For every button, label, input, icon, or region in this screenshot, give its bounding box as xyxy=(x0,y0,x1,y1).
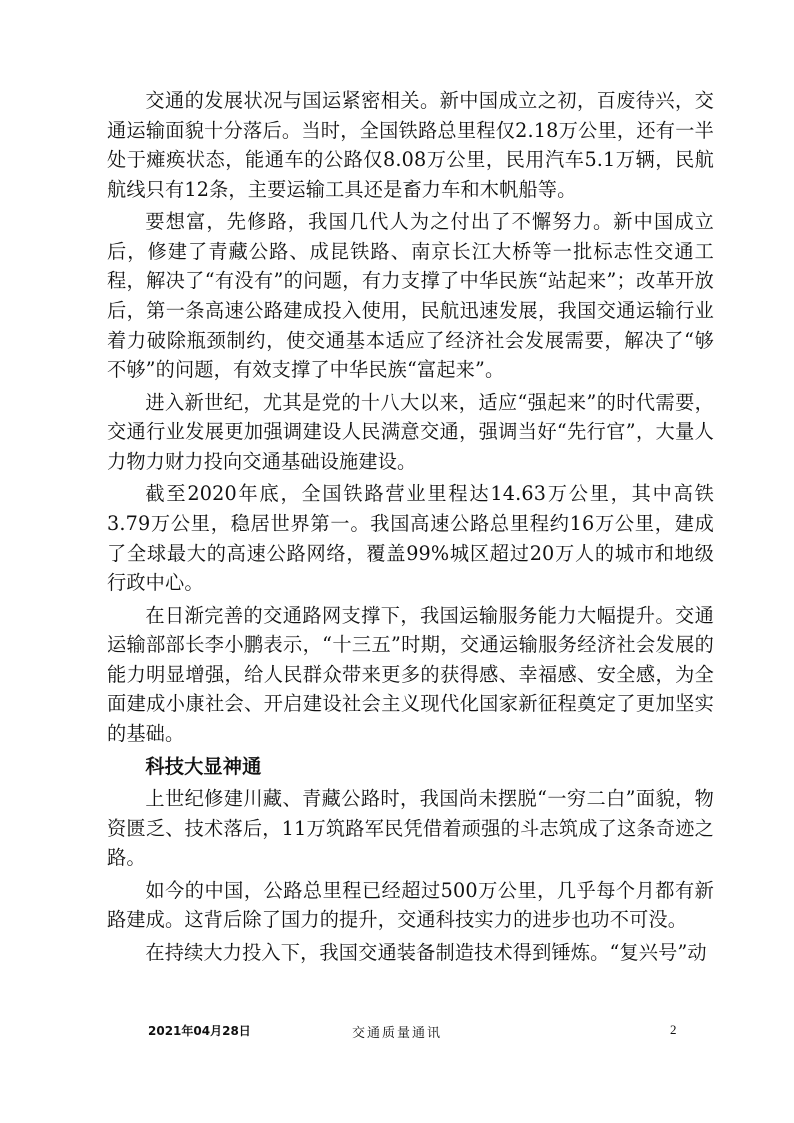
paragraph: 上世纪修建川藏、青藏公路时，我国尚未摆脱“一穷二白”面貌，物资匮乏、技术落后，11万筑路军民凭借着顽强的斗志筑成了这条奇迹之路。 xyxy=(107,787,714,870)
paragraph: 在日渐完善的交通路网支撑下，我国运输服务能力大幅提升。交通运输部部长李小鹏表示，“十三五”时期，交通运输服务经济社会发展的能力明显增强，给人民群众带来更多的获得感、幸福感、安全感，为全面建成小康社会、开启建设社会主义现代化国家新征程奠定了更加坚实的基础。 xyxy=(107,603,714,746)
section-heading: 科技大显神通 xyxy=(145,754,262,778)
page-number: 2 xyxy=(670,1022,677,1037)
paragraph: 如今的中国，公路总里程已经超过500万公里，几乎每个月都有新路建成。这背后除了国力的提升，交通科技实力的进步也功不可没。 xyxy=(107,878,714,932)
paragraph: 交通的发展状况与国运紧密相关。新中国成立之初，百废待兴，交通运输面貌十分落后。当时，全国铁路总里程仅2.18万公里，还有一半处于瘫痪状态，能通车的公路仅8.08万公里，民用汽车5.1万辆，民航航线只有12条，主要运输工具还是畜力车和木帆船等。 xyxy=(107,89,714,201)
footer-publication-title: 交通质量通讯 xyxy=(352,1026,443,1041)
page-footer xyxy=(0,1019,794,1041)
paragraph: 要想富，先修路，我国几代人为之付出了不懈努力。新中国成立后，修建了青藏公路、成昆铁路、南京长江大桥等一批标志性交通工程，解决了“有没有”的问题，有力支撑了中华民族“站起来”；改革开放后，第一条高速公路建成投入使用，民航迅速发展，我国交通运输行业着力破除瓶颈制约，使交通基本适应了经济社会发展需要，解决了“够不够”的问题，有效支撑了中华民族“富起来”。 xyxy=(107,210,714,382)
paragraph: 进入新世纪，尤其是党的十八大以来，适应“强起来”的时代需要，交通行业发展更加强调建设人民满意交通，强调当好“先行官”，大量人力物力财力投向交通基础设施建设。 xyxy=(107,390,714,473)
article-body xyxy=(107,86,714,970)
paragraph: 在持续大力投入下，我国交通装备制造技术得到锤炼。“复兴号”动 xyxy=(145,940,707,964)
paragraph: 截至2020年底，全国铁路营业里程达14.63万公里，其中高铁3.79万公里，稳居世界第一。我国高速公路总里程约16万公里，建成了全球最大的高速公路网络，覆盖99%城区超过20万人的城市和地级行政中心。 xyxy=(107,482,714,595)
footer-date: 2021年04月28日 xyxy=(148,1024,251,1038)
